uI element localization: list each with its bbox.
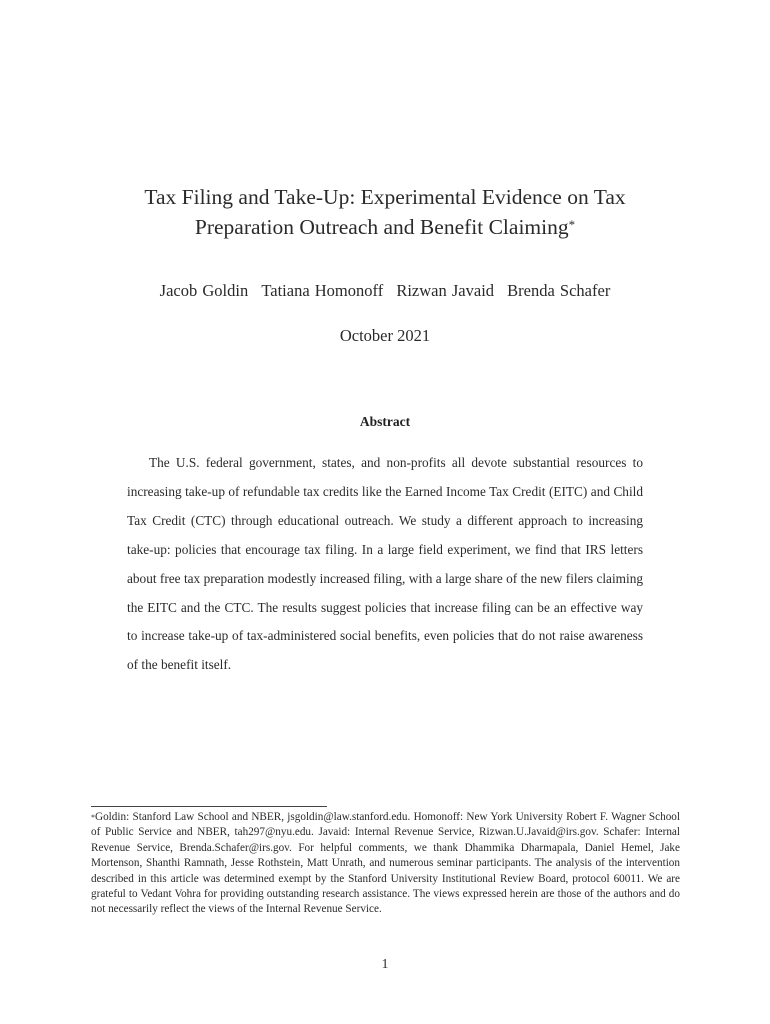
paper-date: October 2021 xyxy=(339,326,431,345)
author-name: Tatiana Homonoff xyxy=(261,281,384,300)
paper-title-text: Tax Filing and Take-Up: Experimental Evidence on Tax Preparation Outreach and Benefit Claiming xyxy=(144,185,626,239)
author-list xyxy=(100,281,670,301)
title-footnote-marker: * xyxy=(568,217,576,232)
footnote-text: Goldin: Stanford Law School and NBER, jsgoldin@law.stanford.edu. Homonoff: New York University Robert F. Wagner School of Public Service and NBER, tah297@nyu.edu. Javaid: Internal Revenue Service, Rizwan.U.Javaid@irs.gov. Schafer: Internal Revenue Service, Brenda.Schafer@irs.gov. For helpful comments, we thank Dhammika Dharmapala, Daniel Hemel, Jake Mortenson, Shanthi Ramnath, Jesse Rothstein, Matt Unrath, and numerous seminar participants. The analysis of the intervention described in this article was determined exempt by the Stanford University Institutional Review Board, protocol 60011. We are grateful to Vedant Vohra for providing outstanding research assistance. The views expressed herein are those of the authors and do not necessarily reflect the views of the Internal Revenue Service. xyxy=(91,811,680,916)
paper-title xyxy=(100,182,670,242)
abstract-heading: Abstract xyxy=(359,414,411,429)
author-name: Jacob Goldin xyxy=(159,281,249,300)
abstract-text: The U.S. federal government, states, and non-profits all devote substantial resources to increasing take-up of refundable tax credits like the Earned Income Tax Credit (EITC) and Child Tax Credit (CTC) through educational outreach. We study a different approach to increasing take-up: policies that encourage tax filing. In a large field experiment, we find that IRS letters about free tax preparation modestly increased filing, with a large share of the new filers claiming the EITC and the CTC. The results suggest policies that increase filing can be an effective way to increase take-up of tax-administered social benefits, even policies that do not raise awareness of the benefit itself. xyxy=(127,455,643,673)
page-number: 1 xyxy=(381,956,389,971)
author-name: Rizwan Javaid xyxy=(396,281,495,300)
footnote xyxy=(91,810,680,918)
footnote-marker: * xyxy=(91,813,95,822)
author-name: Brenda Schafer xyxy=(507,281,611,300)
footnote-divider xyxy=(91,806,327,807)
